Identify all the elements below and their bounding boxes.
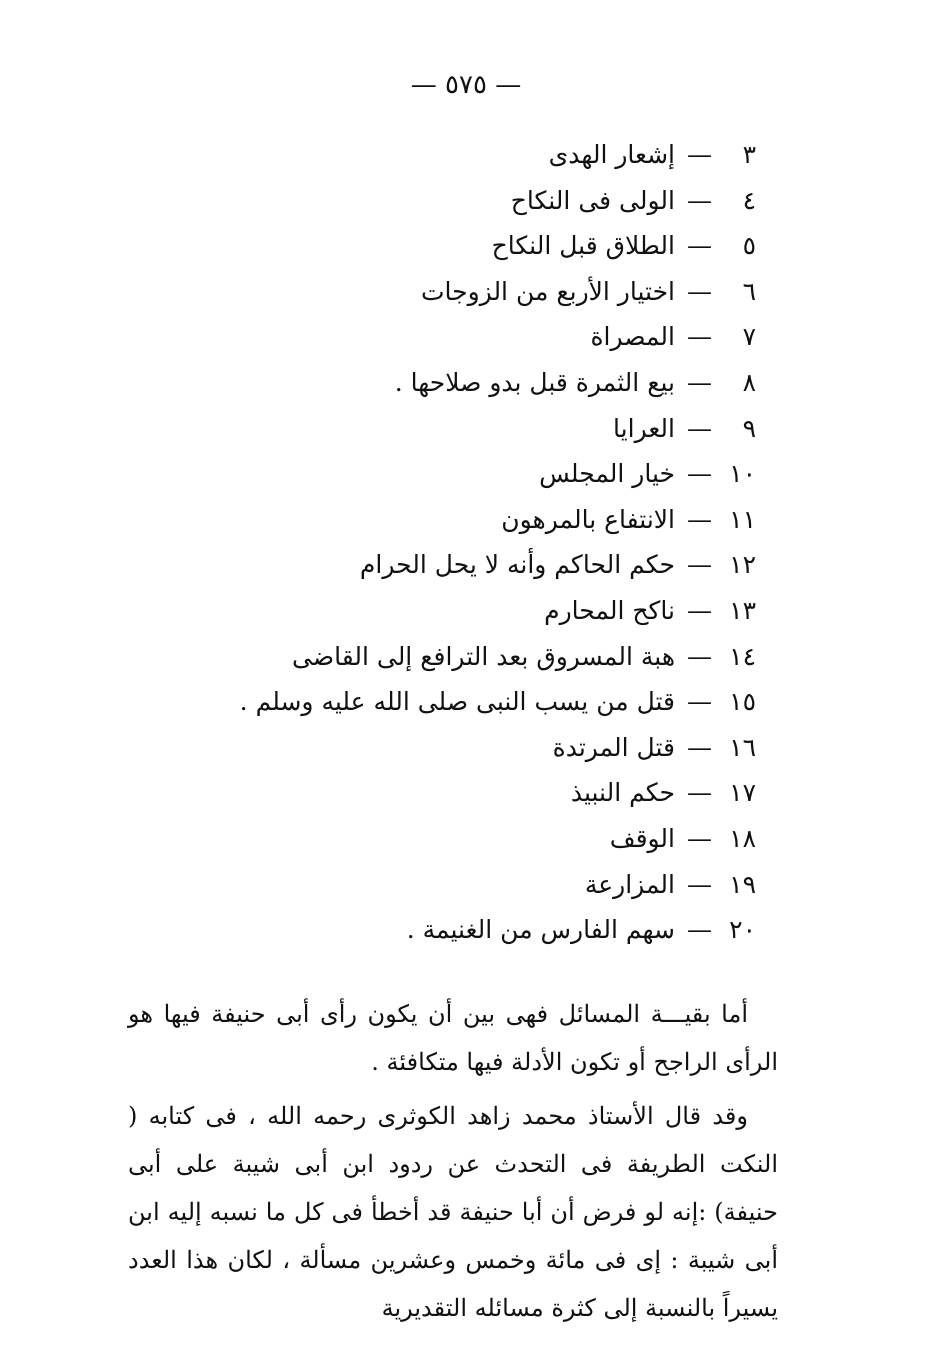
item-number: ١٠ [729, 459, 756, 489]
item-text: الولى فى النكاح [510, 185, 675, 215]
item-text: المصراة [590, 322, 675, 352]
item-text: حكم النبيذ [570, 778, 675, 808]
item-text: العرايا [613, 413, 675, 443]
item-text: سهم الفارس من الغنيمة . [406, 915, 675, 945]
item-number: ٤ [742, 185, 756, 215]
item-number: ٦ [742, 276, 756, 306]
item-text: الانتفاع بالمرهون [501, 504, 675, 534]
list-item [136, 223, 756, 269]
list-item [136, 588, 756, 634]
item-number: ٩ [742, 413, 756, 443]
list-item [136, 132, 756, 178]
item-text: ناكح المحارم [544, 595, 675, 625]
list-item [136, 816, 756, 862]
list-item [136, 314, 756, 360]
item-text: الطلاق قبل النكاح [491, 231, 675, 261]
item-number: ١١ [729, 504, 756, 534]
item-text: إشعار الهدى [548, 140, 675, 169]
item-text: بيع الثمرة قبل بدو صلاحها . [394, 367, 675, 397]
page-number: — ٥٧٥ — [410, 70, 522, 100]
item-number: ١٧ [729, 778, 756, 808]
item-text: هبة المسروق بعد الترافع إلى القاضى [292, 641, 675, 671]
item-dash: — [687, 322, 712, 352]
item-dash: — [687, 823, 712, 853]
item-dash: — [687, 732, 712, 762]
list-item [136, 269, 756, 315]
item-dash: — [687, 413, 712, 443]
item-number: ١٣ [729, 595, 756, 625]
list-item [136, 725, 756, 771]
list-item [136, 907, 756, 953]
item-text: المزارعة [584, 869, 675, 899]
item-text: خيار المجلس [539, 459, 675, 489]
item-dash: — [687, 869, 712, 899]
item-dash: — [687, 140, 712, 169]
list-item [136, 862, 756, 908]
list-item [136, 770, 756, 816]
list-item [136, 497, 756, 543]
item-dash: — [687, 185, 712, 215]
body-paragraph: وقد قال الأستاذ محمد زاهد الكوثرى رحمه الله ، فى كتابه ( النكت الطريفة فى التحدث عن ردود ابن أبى شيبة على أبى حنيفة) :إنه لو فرض أن أبا حنيفة قد أخطأ فى كل ما نسبه إليه ابن أبى شيبة : إى فى مائة وخمس وعشرين مسألة ، لكان هذا العدد يسيراً بالنسبة إلى كثرة مسائله التقديرية [128, 1102, 778, 1322]
list-item [136, 178, 756, 224]
item-number: ٢٠ [729, 915, 756, 945]
item-dash: — [687, 778, 712, 808]
item-text: حكم الحاكم وأنه لا يحل الحرام [359, 550, 675, 580]
item-text: اختيار الأربع من الزوجات [420, 276, 675, 306]
item-number: ١٩ [729, 869, 756, 899]
item-text: قتل من يسب النبى صلى الله عليه وسلم . [239, 687, 675, 717]
body-paragraph: أما بقيـــة المسائل فهى بين أن يكون رأى أبى حنيفة فيها هو الرأى الراجح أو تكون الأدلة فيها متكافئة . [128, 1000, 778, 1076]
item-dash: — [687, 595, 712, 625]
item-text: قتل المرتدة [552, 732, 675, 762]
item-number: ٨ [742, 367, 756, 397]
item-number: ١٥ [729, 687, 756, 717]
item-text: الوقف [609, 823, 675, 853]
item-dash: — [687, 231, 712, 261]
item-number: ٥ [742, 231, 756, 261]
item-number: ١٤ [729, 641, 756, 671]
item-dash: — [687, 641, 712, 671]
item-number: ١٢ [729, 550, 756, 580]
item-dash: — [687, 276, 712, 306]
item-dash: — [687, 550, 712, 580]
item-dash: — [687, 367, 712, 397]
list-item [136, 360, 756, 406]
list-item [136, 542, 756, 588]
item-dash: — [687, 459, 712, 489]
list-item [136, 634, 756, 680]
item-number: ٣ [742, 140, 756, 169]
list-item [136, 406, 756, 452]
item-number: ٧ [742, 322, 756, 352]
list-item [136, 679, 756, 725]
item-dash: — [687, 915, 712, 945]
list-item [136, 451, 756, 497]
item-dash: — [687, 504, 712, 534]
item-dash: — [687, 687, 712, 717]
item-number: ١٨ [729, 823, 756, 853]
issues-list [136, 132, 756, 953]
item-number: ١٦ [729, 732, 756, 762]
